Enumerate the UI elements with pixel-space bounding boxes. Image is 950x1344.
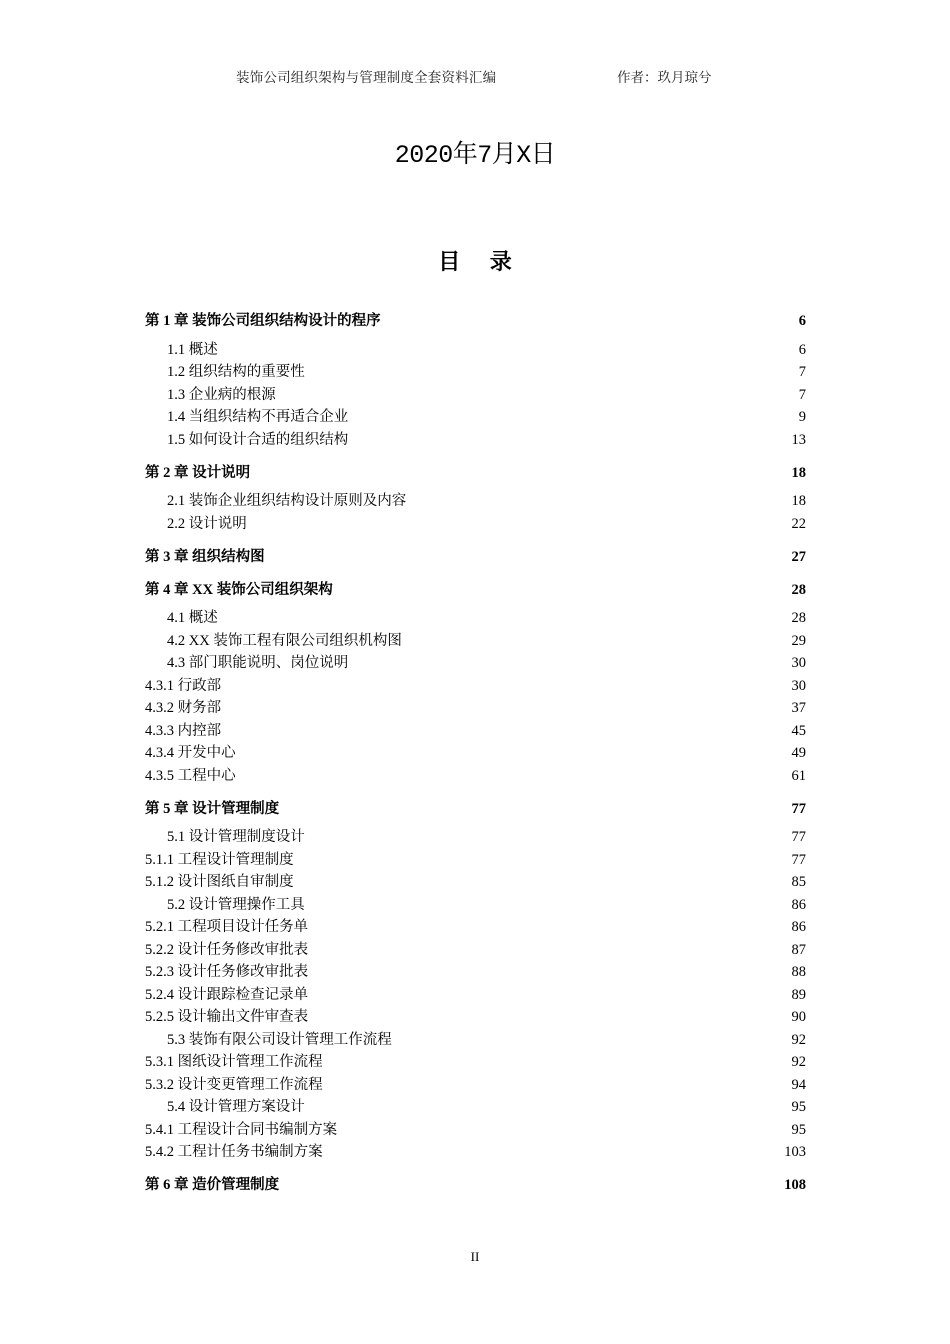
- toc-chapter-entry[interactable]: [145, 458, 806, 482]
- toc-title: 目 录: [438, 249, 524, 274]
- toc-dot-leader: [280, 1176, 783, 1191]
- toc-entry[interactable]: [145, 846, 806, 869]
- toc-dot-leader: [324, 1075, 791, 1090]
- toc-entry-label: 1.1 概述: [167, 338, 219, 359]
- toc-entry-label: 4.3.2 财务部: [145, 696, 222, 717]
- toc-entry-page: 13: [791, 431, 806, 448]
- toc-dot-leader: [248, 514, 791, 529]
- table-of-contents: [145, 306, 806, 1200]
- toc-entry[interactable]: [145, 1026, 806, 1049]
- toc-entry[interactable]: [145, 510, 806, 533]
- toc-entry-label: 5.4.1 工程设计合同书编制方案: [145, 1118, 338, 1139]
- toc-entry-page: 92: [791, 1054, 806, 1070]
- toc-dot-leader: [222, 721, 790, 736]
- toc-entry-page: 18: [791, 493, 806, 509]
- toc-entry-page: 90: [791, 1009, 806, 1025]
- toc-dot-leader: [295, 850, 791, 865]
- toc-entry-label: 5.3.2 设计变更管理工作流程: [145, 1073, 324, 1094]
- toc-entry-label: 1.3 企业病的根源: [167, 383, 277, 404]
- toc-entry[interactable]: [145, 627, 806, 650]
- toc-entry[interactable]: [145, 1071, 806, 1094]
- toc-entry-label: 2.2 设计说明: [167, 512, 248, 533]
- toc-entry-page: 27: [791, 548, 806, 565]
- toc-entry-label: 2.1 装饰企业组织结构设计原则及内容: [167, 489, 407, 510]
- toc-entry-page: 95: [791, 1099, 806, 1115]
- toc-entry-page: 77: [791, 829, 806, 845]
- toc-entry-page: 86: [791, 896, 806, 913]
- document-date: 2020年7月X日: [394, 141, 556, 170]
- toc-dot-leader: [277, 385, 798, 400]
- toc-dot-leader: [324, 1053, 791, 1068]
- toc-dot-leader: [382, 312, 798, 327]
- toc-entry[interactable]: [145, 488, 806, 511]
- toc-entry-page: 87: [791, 941, 806, 958]
- toc-entry-label: 5.1.2 设计图纸自审制度: [145, 870, 295, 891]
- toc-entry-page: 89: [791, 986, 806, 1003]
- header-document-title: 装饰公司组织架构与管理制度全套资料汇编: [236, 70, 497, 85]
- toc-dot-leader: [309, 963, 790, 978]
- toc-entry-label: 4.3.3 内控部: [145, 719, 222, 740]
- toc-dot-leader: [222, 699, 790, 714]
- toc-entry-label: 4.3.5 工程中心: [145, 764, 237, 785]
- toc-entry-label: 第 1 章 装饰公司组织结构设计的程序: [145, 309, 382, 330]
- toc-entry-label: 5.2.2 设计任务修改审批表: [145, 938, 309, 959]
- toc-entry-page: 30: [791, 655, 806, 671]
- toc-entry-page: 9: [798, 409, 806, 425]
- toc-entry-page: 61: [791, 767, 806, 784]
- toc-chapter-entry[interactable]: [145, 542, 806, 566]
- toc-entry-page: 18: [791, 464, 806, 481]
- toc-dot-leader: [324, 1143, 784, 1158]
- toc-entry[interactable]: [145, 359, 806, 382]
- toc-dot-leader: [219, 609, 791, 624]
- toc-entry-page: 6: [798, 313, 806, 329]
- toc-dot-leader: [295, 873, 791, 888]
- toc-entry-label: 5.3 装饰有限公司设计管理工作流程: [167, 1028, 393, 1049]
- toc-dot-leader: [306, 895, 791, 910]
- toc-entry-label: 第 4 章 XX 装饰公司组织架构: [145, 578, 334, 599]
- toc-entry[interactable]: [145, 404, 806, 427]
- toc-entry-page: 37: [791, 700, 806, 716]
- toc-entry-label: 5.2 设计管理操作工具: [167, 893, 306, 914]
- toc-dot-leader: [306, 363, 798, 378]
- toc-entry-label: 5.4 设计管理方案设计: [167, 1095, 306, 1116]
- page-header: [0, 66, 950, 86]
- toc-entry[interactable]: [145, 650, 806, 673]
- toc-entry-label: 第 2 章 设计说明: [145, 461, 251, 482]
- toc-entry-label: 4.1 概述: [167, 606, 219, 627]
- toc-entry-page: 108: [784, 1177, 806, 1193]
- toc-entry-label: 1.5 如何设计合适的组织结构: [167, 428, 349, 449]
- toc-entry-page: 88: [791, 964, 806, 980]
- toc-entry-label: 4.3.4 开发中心: [145, 741, 237, 762]
- toc-entry-page: 28: [791, 581, 806, 598]
- toc-entry-label: 5.1 设计管理制度设计: [167, 825, 306, 846]
- toc-dot-leader: [309, 940, 790, 955]
- toc-entry-page: 77: [791, 800, 806, 817]
- toc-entry-page: 45: [791, 722, 806, 739]
- toc-entry[interactable]: [145, 336, 806, 359]
- toc-entry-label: 5.1.1 工程设计管理制度: [145, 848, 295, 869]
- toc-entry[interactable]: [145, 672, 806, 695]
- toc-entry-page: 6: [798, 341, 806, 358]
- toc-entry-page: 28: [791, 610, 806, 626]
- toc-dot-leader: [349, 408, 798, 423]
- toc-entry[interactable]: [145, 740, 806, 763]
- toc-dot-leader: [280, 799, 790, 814]
- toc-dot-leader: [266, 547, 791, 562]
- toc-entry-page: 30: [791, 677, 806, 694]
- toc-entry[interactable]: [145, 959, 806, 982]
- toc-entry[interactable]: [145, 426, 806, 449]
- toc-dot-leader: [306, 1098, 791, 1113]
- toc-entry-label: 4.3.1 行政部: [145, 674, 222, 695]
- toc-entry[interactable]: [145, 869, 806, 892]
- toc-entry[interactable]: [145, 891, 806, 914]
- toc-dot-leader: [222, 676, 790, 691]
- toc-entry-label: 4.3 部门职能说明、岗位说明: [167, 651, 349, 672]
- toc-dot-leader: [306, 828, 791, 843]
- toc-entry-label: 5.3.1 图纸设计管理工作流程: [145, 1050, 324, 1071]
- toc-dot-leader: [393, 1030, 791, 1045]
- toc-entry-page: 86: [791, 919, 806, 935]
- toc-entry-label: 1.4 当组织结构不再适合企业: [167, 405, 349, 426]
- toc-entry[interactable]: [145, 981, 806, 1004]
- toc-entry-label: 5.2.5 设计输出文件审查表: [145, 1005, 309, 1026]
- toc-dot-leader: [407, 492, 790, 507]
- toc-dot-leader: [403, 631, 791, 646]
- toc-entry-label: 第 3 章 组织结构图: [145, 545, 266, 566]
- toc-entry-label: 5.2.1 工程项目设计任务单: [145, 915, 309, 936]
- toc-entry-page: 103: [784, 1144, 806, 1160]
- header-author: 作者：玖月琼兮: [617, 70, 712, 85]
- toc-entry[interactable]: [145, 824, 806, 847]
- toc-entry-page: 85: [791, 874, 806, 890]
- toc-dot-leader: [338, 1120, 790, 1135]
- toc-dot-leader: [309, 1008, 790, 1023]
- toc-entry-label: 第 6 章 造价管理制度: [145, 1173, 280, 1194]
- toc-entry-page: 92: [791, 1031, 806, 1048]
- toc-entry-label: 5.4.2 工程计任务书编制方案: [145, 1140, 324, 1161]
- toc-dot-leader: [334, 580, 791, 595]
- toc-entry-page: 29: [791, 632, 806, 649]
- toc-entry[interactable]: [145, 914, 806, 937]
- toc-entry[interactable]: [145, 1139, 806, 1162]
- toc-entry-label: 5.2.4 设计跟踪检查记录单: [145, 983, 309, 1004]
- toc-entry-label: 4.2 XX 装饰工程有限公司组织机构图: [167, 629, 403, 650]
- toc-dot-leader: [237, 744, 791, 759]
- toc-chapter-entry[interactable]: [145, 575, 806, 599]
- toc-entry-page: 94: [791, 1076, 806, 1093]
- toc-entry[interactable]: [145, 717, 806, 740]
- toc-dot-leader: [309, 918, 790, 933]
- toc-entry[interactable]: [145, 605, 806, 628]
- toc-entry[interactable]: [145, 1004, 806, 1027]
- toc-entry[interactable]: [145, 695, 806, 718]
- toc-entry[interactable]: [145, 1094, 806, 1117]
- toc-entry-page: 22: [791, 515, 806, 532]
- toc-entry-page: 77: [791, 851, 806, 868]
- toc-dot-leader: [349, 654, 790, 669]
- toc-entry-page: 7: [798, 364, 806, 380]
- toc-dot-leader: [309, 985, 790, 1000]
- toc-chapter-entry[interactable]: [145, 306, 806, 330]
- toc-entry-page: 95: [791, 1121, 806, 1138]
- toc-dot-leader: [349, 430, 790, 445]
- toc-entry-page: 49: [791, 745, 806, 761]
- toc-entry[interactable]: [145, 1049, 806, 1072]
- toc-entry-label: 5.2.3 设计任务修改审批表: [145, 960, 309, 981]
- toc-chapter-entry[interactable]: [145, 794, 806, 818]
- toc-entry-page: 7: [798, 386, 806, 403]
- toc-dot-leader: [237, 766, 791, 781]
- toc-entry[interactable]: [145, 381, 806, 404]
- toc-dot-leader: [219, 340, 798, 355]
- toc-entry-label: 第 5 章 设计管理制度: [145, 797, 280, 818]
- toc-entry[interactable]: [145, 762, 806, 785]
- toc-entry[interactable]: [145, 936, 806, 959]
- toc-entry-label: 1.2 组织结构的重要性: [167, 360, 306, 381]
- toc-dot-leader: [251, 463, 790, 478]
- toc-chapter-entry[interactable]: [145, 1170, 806, 1194]
- toc-entry[interactable]: [145, 1116, 806, 1139]
- page-number: II: [470, 1249, 480, 1264]
